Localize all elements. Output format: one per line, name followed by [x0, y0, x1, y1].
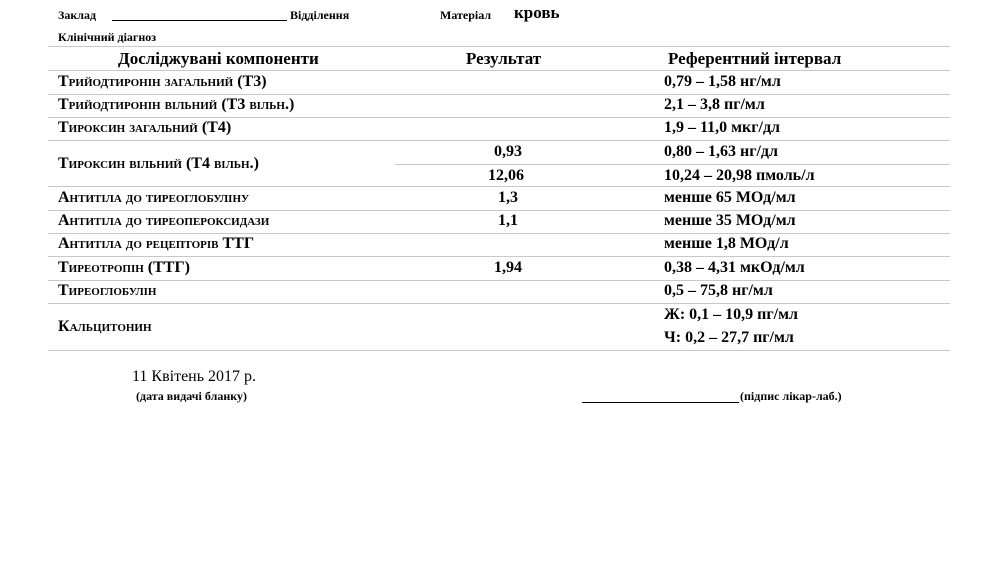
table-row-reference: менше 35 МОд/мл — [664, 212, 796, 229]
table-border-top — [48, 46, 950, 47]
table-row-name: Трийодтиронін вільний (Т3 вільн.) — [58, 96, 295, 113]
table-row-reference-secondary: 10,24 – 20,98 пмоль/л — [664, 167, 815, 184]
table-row-reference: Ж: 0,1 – 10,9 пг/мл — [664, 306, 798, 323]
table-row-reference: 0,38 – 4,31 мкОд/мл — [664, 259, 805, 276]
table-row-reference-secondary: Ч: 0,2 – 27,7 пг/мл — [664, 329, 794, 346]
facility-label: Заклад — [58, 8, 97, 22]
table-row-reference: 0,80 – 1,63 нг/дл — [664, 143, 778, 160]
issue-date: 11 Квітень 2017 р. — [132, 368, 257, 385]
table-row-name: Тиреотропін (ТТГ) — [58, 259, 190, 276]
table-row-reference: менше 65 МОд/мл — [664, 189, 796, 206]
table-row-name: Трийодтиронін загальний (Т3) — [58, 73, 267, 90]
issue-date-caption: (дата видачі бланку) — [136, 389, 247, 403]
table-row-name: Тироксин загальний (Т4) — [58, 119, 232, 136]
table-row-name: Тироксин вільний (Т4 вільн.) — [58, 155, 259, 172]
column-header-components: Досліджувані компоненти — [118, 49, 319, 68]
table-border-bottom — [48, 350, 950, 351]
table-row-result-secondary: 12,06 — [488, 167, 524, 184]
signature-blank — [582, 402, 739, 403]
signature-caption: (підпис лікар-лаб.) — [740, 389, 842, 403]
material-value: кровь — [514, 3, 560, 22]
table-row-reference: 0,5 – 75,8 нг/мл — [664, 282, 773, 299]
table-row-reference: менше 1,8 МОд/л — [664, 235, 789, 252]
table-row-result: 0,93 — [494, 143, 522, 160]
table-row-result: 1,1 — [498, 212, 518, 229]
column-header-result: Результат — [466, 49, 542, 68]
department-label: Відділення — [290, 8, 350, 22]
material-label: Матеріал — [440, 8, 492, 22]
diagnosis-label: Клінічний діагноз — [58, 30, 157, 44]
table-row-reference: 1,9 – 11,0 мкг/дл — [664, 119, 781, 136]
table-row-name: Тиреоглобулін — [58, 282, 157, 299]
table-row-name: Антитіла до рецепторів ТТГ — [58, 235, 254, 252]
facility-blank — [112, 20, 287, 21]
table-row-name: Антитіла до тиреоглобуліну — [58, 189, 250, 206]
table-row-name: Антитіла до тиреопероксидази — [58, 212, 270, 229]
table-row-result: 1,3 — [498, 189, 518, 206]
table-row-result: 1,94 — [494, 259, 522, 276]
table-row-reference: 0,79 – 1,58 нг/мл — [664, 73, 781, 90]
table-row-reference: 2,1 – 3,8 пг/мл — [664, 96, 765, 113]
table-row-name: Кальцитонин — [58, 318, 152, 335]
column-header-reference: Референтний інтервал — [668, 49, 842, 68]
